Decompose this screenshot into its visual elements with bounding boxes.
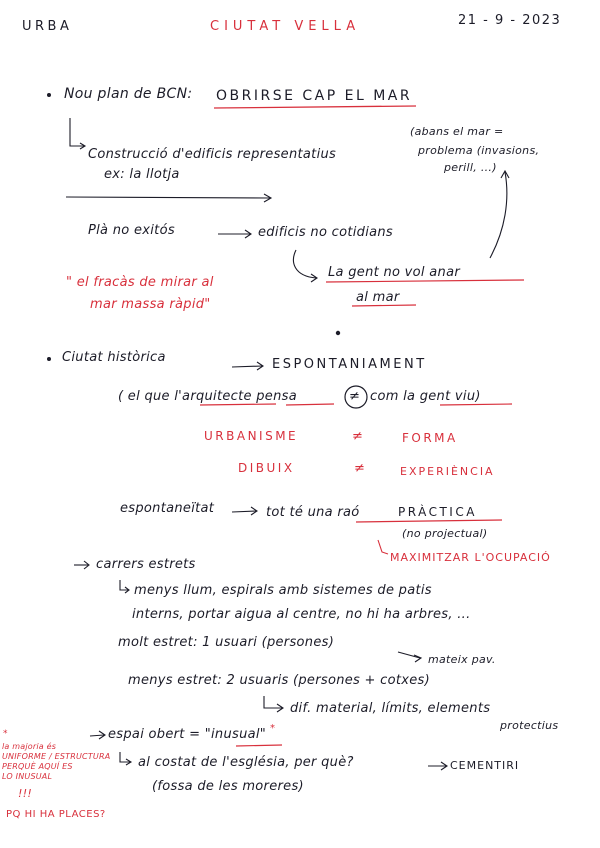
l-arrow-material [264,696,282,708]
historic-text: Ciutat històrica [62,350,166,365]
all-has-text: tot té una raó [266,505,360,520]
arrow-historic [232,366,262,367]
arrow-right-1 [66,197,270,198]
quote-line-2: mar massa ràpid" [90,297,211,312]
neq-symbol-1: ≠ [352,429,364,444]
note-line-3: perill, ...) [444,161,497,174]
diff-material-text: dif. material, límits, elements [290,701,491,716]
urbanism-text: URBANISME [204,429,299,443]
margin-exclaim: !!! [18,787,33,800]
margin-note-line-3: PERQUÈ AQUÍ ES [2,762,73,771]
margin-note-line-1: la majoria és [2,742,57,751]
not-success-text: Plà no exitós [88,223,175,238]
arrow-maximize [378,540,388,554]
people-line-1: La gent no vol anar [328,265,460,280]
l-arrow-light [120,580,128,590]
less-light-line-1: menys llum, espirals amb sistemes de patis [134,583,432,598]
margin-question: PQ HI HA PLACES? [6,809,106,820]
subject-label: URBA [22,19,73,34]
note-line-2: problema (invasions, [418,144,540,157]
form-text: FORMA [402,431,458,445]
page-date: 21 - 9 - 2023 [458,13,562,28]
arrow-spontaneity [232,511,256,512]
neq-symbol-2: ≠ [354,461,366,476]
l-arrow-1 [70,118,84,146]
margin-note-line-4: LO INUSUAL [2,772,53,781]
less-narrow-text: menys estret: 2 usuaris (persones + cotxes) [128,673,430,688]
practical-text: PRÀCTICA [398,505,477,519]
buildings-text: edificis no cotidians [258,225,393,240]
people-underline-1 [326,280,524,282]
open-space-asterisk: * [270,723,276,734]
spontaneous-text: ESPONTANIAMENT [272,357,427,372]
open-space-text: espai obert = "inusual" [108,727,267,742]
people-line-2: al mar [356,290,400,305]
center-dot [336,331,340,335]
fossar-text: (fossa de les moreres) [152,779,304,794]
experience-text: EXPERIÈNCIA [400,465,495,478]
very-narrow-text: molt estret: 1 usuari (persones) [118,635,335,650]
maximize-text: MAXIMITZAR L'OCUPACIÓ [390,551,551,564]
arrow-same-pav [398,652,420,658]
bullet [47,357,51,361]
inusual-underline [236,745,282,746]
same-pav-text: mateix pav. [428,653,496,666]
note-line-1: (abans el mar = [410,125,504,138]
beside-church-text: al costat de l'església, per què? [138,755,354,770]
slogan-text: OBRIRSE CAP EL MAR [216,88,413,104]
how-people-live-text: com la gent viu) [370,389,481,404]
viu-underline [440,404,512,405]
people-underline-2 [352,305,416,306]
example-text: ex: la llotja [104,167,180,182]
intro-text: Nou plan de BCN: [64,86,193,102]
margin-note-line-2: UNIFORME / ESTRUCTURA [2,752,111,761]
l-arrow-church [120,752,130,762]
page-title: CIUTAT VELLA [210,19,361,34]
practica-underline [356,520,502,522]
slogan-underline [214,106,416,108]
bullet [47,93,51,97]
protective-text: protectius [500,719,559,732]
cemetery-text: CEMENTIRI [450,759,520,772]
less-light-line-2: interns, portar aigua al centre, no hi ha arbres, ... [132,607,471,622]
quote-line-1: " el fracàs de mirar al [66,275,214,290]
architect-underline [200,404,276,405]
drawing-text: DIBUIX [238,461,295,475]
narrow-streets-text: carrers estrets [96,557,196,572]
curved-arrow-down [293,250,316,278]
spontaneity-text: espontaneïtat [120,501,215,516]
arrow-open-space [90,735,104,736]
curved-arrow-up [490,172,507,258]
not-projectual-text: (no projectual) [402,527,488,540]
construction-text: Construcció d'edificis representatius [88,147,337,162]
architect-text: ( el que l'arquitecte pensa [118,389,297,404]
margin-star: * [3,729,8,739]
pensa-underline [286,404,334,405]
not-equal-symbol: ≠ [349,389,361,404]
